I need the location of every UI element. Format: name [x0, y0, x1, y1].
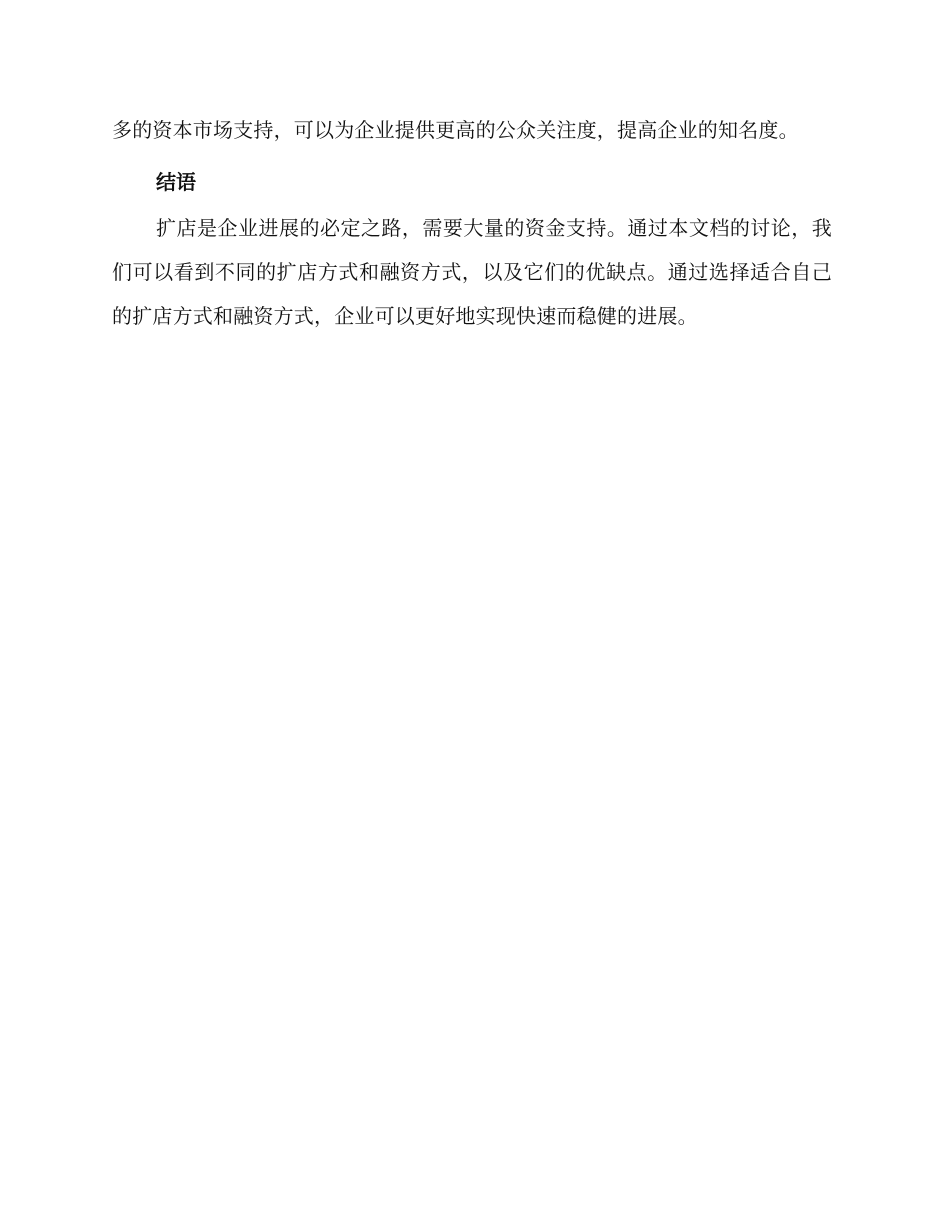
paragraph-conclusion: 扩店是企业进展的必定之路，需要大量的资金支持。通过本文档的讨论，我们可以看到不同的扩店方式和融资方式，以及它们的优缺点。通过选择适合自己的扩店方式和融资方式，企业可以更好地实现快速而稳健的进展。 [112, 216, 832, 328]
paragraph-continued: 多的资本市场支持，可以为企业提供更高的公众关注度，提高企业的知名度。 [112, 118, 799, 142]
section-heading-conclusion: 结语 [156, 170, 196, 194]
document-body [112, 108, 832, 338]
